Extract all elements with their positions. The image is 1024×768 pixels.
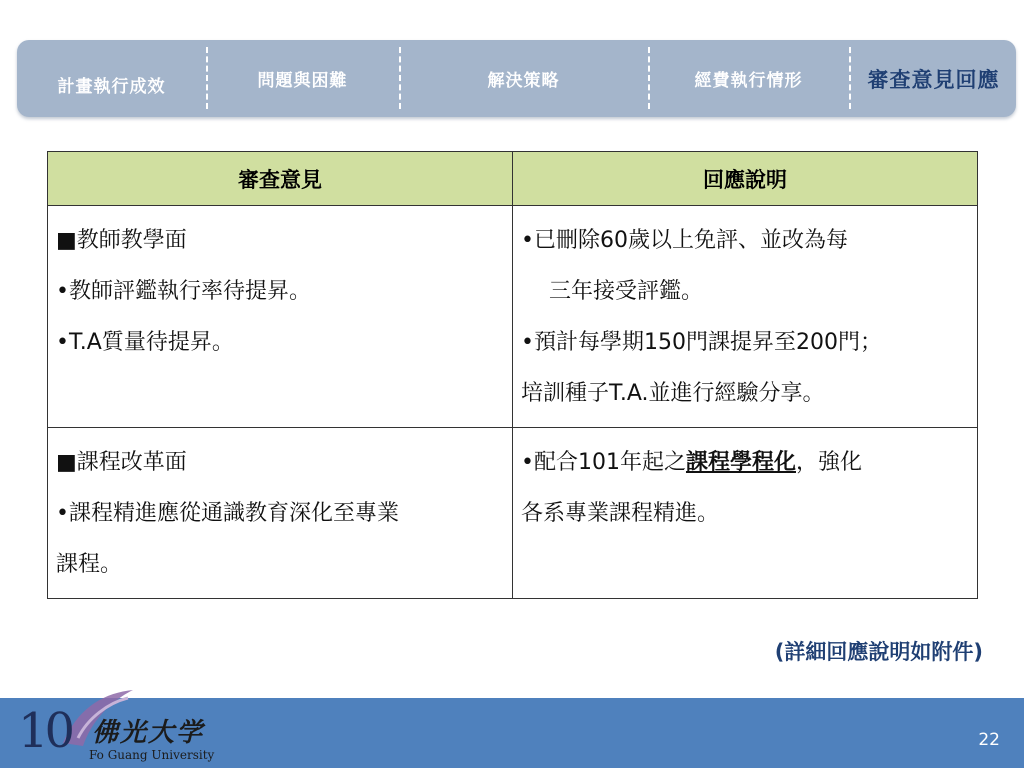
nav-item-strategies[interactable]: [399, 40, 648, 117]
table-row: [48, 428, 978, 599]
comment-item: •教師評鑑執行率待提昇。: [56, 279, 311, 304]
comment-item: 課程。: [56, 552, 123, 577]
response-line: [521, 437, 969, 488]
comment-title: ■教師教學面: [56, 228, 187, 253]
comment-item: •T.A質量待提昇。: [56, 330, 234, 355]
response-emphasis: 課程學程化: [685, 450, 796, 475]
nav-item-review-response[interactable]: [851, 40, 1016, 117]
logo-anniversary-number: 10: [18, 703, 72, 759]
nav-item-budget[interactable]: [648, 40, 849, 117]
logo-university-name-cn: 佛光大学: [92, 718, 205, 748]
nav-item-project-results[interactable]: [17, 46, 206, 123]
response-line: •預計每學期150門課提昇至200門；: [521, 330, 882, 355]
comment-cell: [48, 206, 513, 428]
comment-title: ■課程改革面: [56, 450, 187, 475]
nav-item-label: 計畫執行成效: [57, 77, 166, 97]
comment-cell: [48, 428, 513, 599]
column-header-comment: 審查意見: [48, 152, 513, 206]
page-number: 22: [978, 730, 1000, 750]
response-line: 各系專業課程精進。: [521, 501, 720, 526]
nav-item-label: 審查意見回應: [867, 67, 1000, 92]
nav-item-label: 問題與困難: [257, 71, 348, 91]
comment-item: •課程精進應從通識教育深化至專業: [56, 501, 399, 526]
table-header-row: [48, 152, 978, 206]
response-line: •已刪除60歲以上免評、並改為每: [521, 228, 848, 253]
table-row: [48, 206, 978, 428]
nav-item-label: 解決策略: [487, 71, 560, 91]
nav-item-problems[interactable]: [206, 40, 399, 117]
review-response-table: [47, 151, 978, 599]
column-header-response: 回應說明: [513, 152, 978, 206]
nav-item-label: 經費執行情形: [694, 71, 803, 91]
response-suffix: ，強化: [795, 450, 862, 475]
response-prefix: •配合101年起之: [521, 450, 686, 475]
response-cell: [513, 428, 978, 599]
response-cell: [513, 206, 978, 428]
logo-university-name-en: Fo Guang University: [89, 748, 215, 762]
section-nav-bar: [17, 40, 1016, 117]
response-line: 三年接受評鑑。: [549, 279, 704, 304]
attachment-note: (詳細回應說明如附件): [774, 640, 983, 664]
response-line: 培訓種子T.A.並進行經驗分享。: [521, 381, 825, 406]
